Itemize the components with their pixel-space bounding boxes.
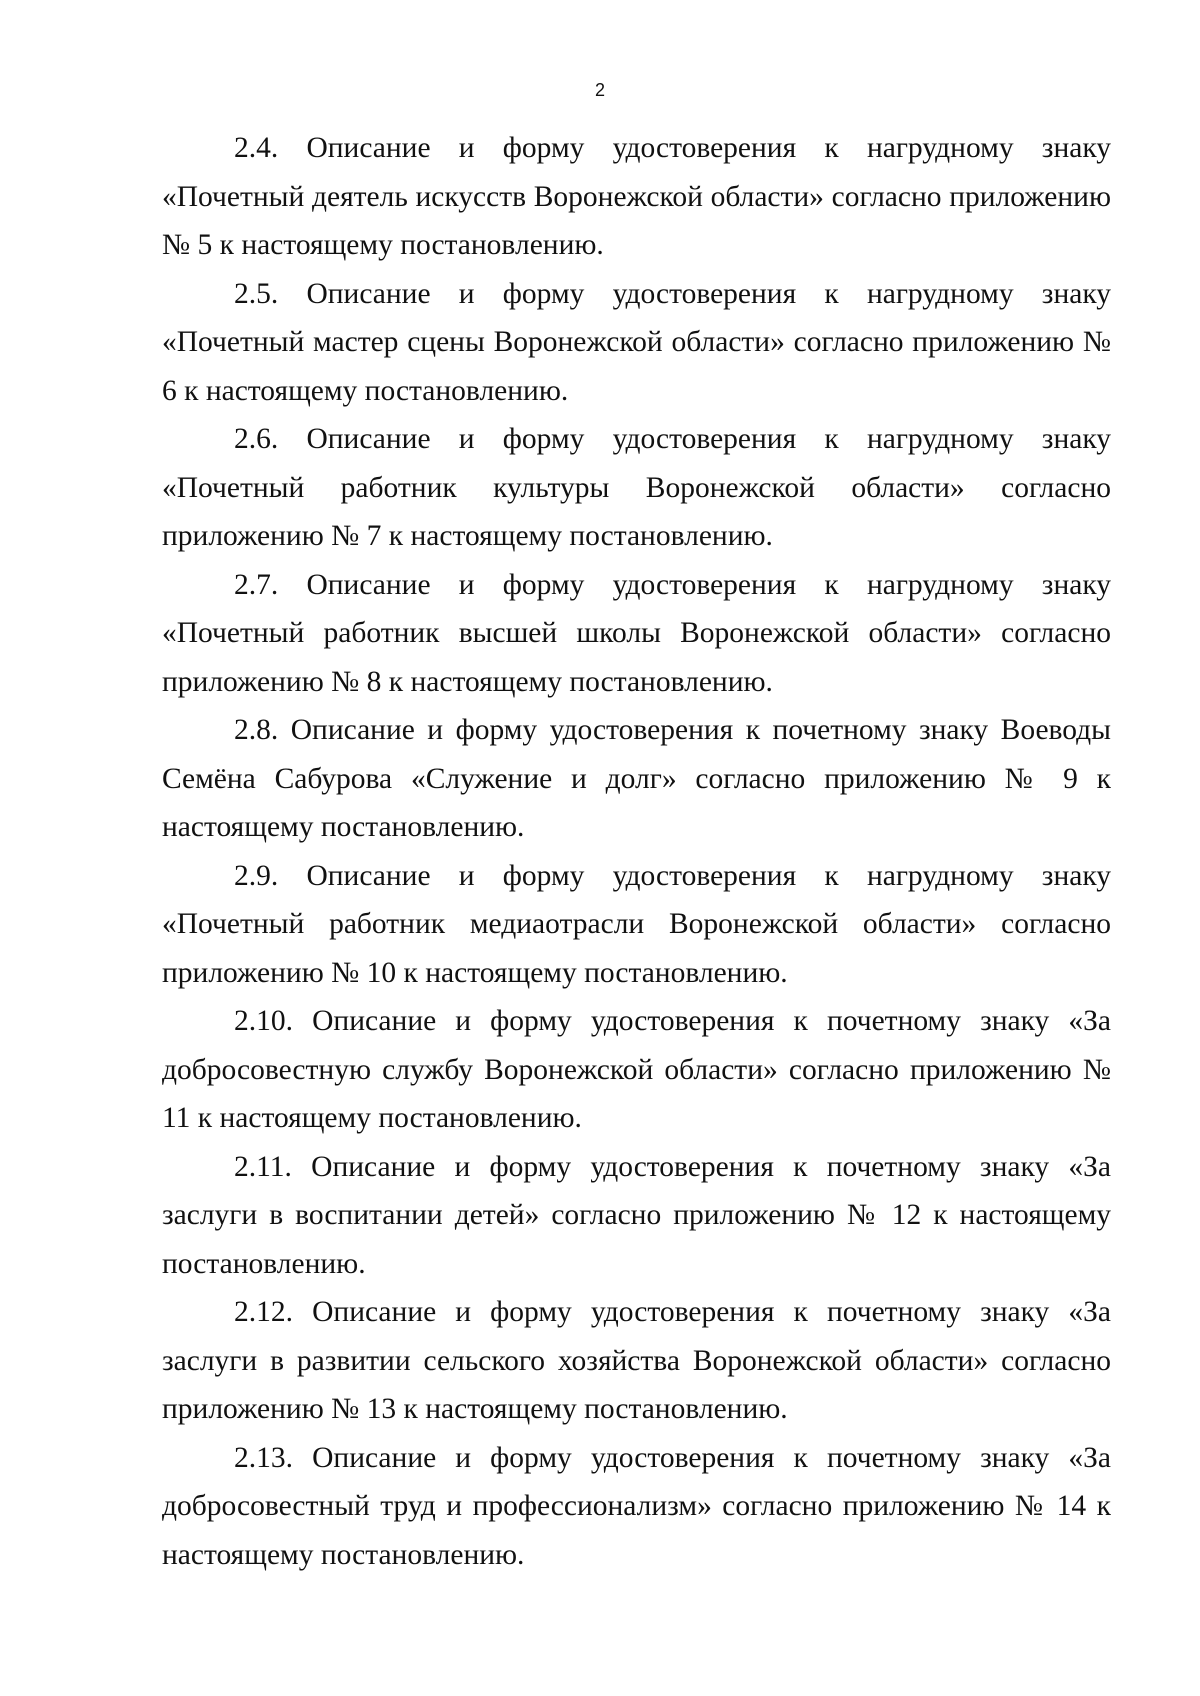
paragraph-2-7: 2.7. Описание и форму удостоверения к нагрудному знаку «Почетный работник высшей школы Воронежской области» согласно приложению № 8 к настоящему постановлению.: [162, 568, 1111, 698]
paragraph-2-4: 2.4. Описание и форму удостоверения к нагрудному знаку «Почетный деятель искусств Воронежской области» согласно приложению № 5 к настоящему постановлению.: [162, 132, 1111, 261]
paragraph-2-13: 2.13. Описание и форму удостоверения к почетному знаку «За добросовестный труд и профессионализм» согласно приложению № 14 к настоящему постановлению.: [162, 1441, 1111, 1571]
paragraph-2-12: 2.12. Описание и форму удостоверения к почетному знаку «За заслуги в развитии сельского хозяйства Воронежской области» согласно приложению № 13 к настоящему постановлению.: [162, 1296, 1111, 1425]
paragraph-2-10: 2.10. Описание и форму удостоверения к почетному знаку «За добросовестную службу Воронежской области» согласно приложению № 11 к настоящему постановлению.: [162, 1005, 1111, 1134]
paragraph-2-9: 2.9. Описание и форму удостоверения к нагрудному знаку «Почетный работник медиаотрасли Воронежской области» согласно приложению № 10 к настоящему постановлению.: [162, 859, 1111, 989]
paragraph-2-5: 2.5. Описание и форму удостоверения к нагрудному знаку «Почетный мастер сцены Воронежской области» согласно приложению № 6 к настоящему постановлению.: [162, 277, 1111, 407]
page-number: 2: [594, 80, 605, 100]
paragraph-2-11: 2.11. Описание и форму удостоверения к почетному знаку «За заслуги в воспитании детей» согласно приложению № 12 к настоящему постановлению.: [162, 1150, 1111, 1280]
document-body: [162, 124, 1111, 1579]
paragraph-2-8: 2.8. Описание и форму удостоверения к почетному знаку Воеводы Семёна Сабурова «Служение и долг» согласно приложению № 9 к настоящему постановлению.: [162, 714, 1111, 843]
paragraph-2-6: 2.6. Описание и форму удостоверения к нагрудному знаку «Почетный работник культуры Воронежской области» согласно приложению № 7 к настоящему постановлению.: [162, 423, 1111, 552]
